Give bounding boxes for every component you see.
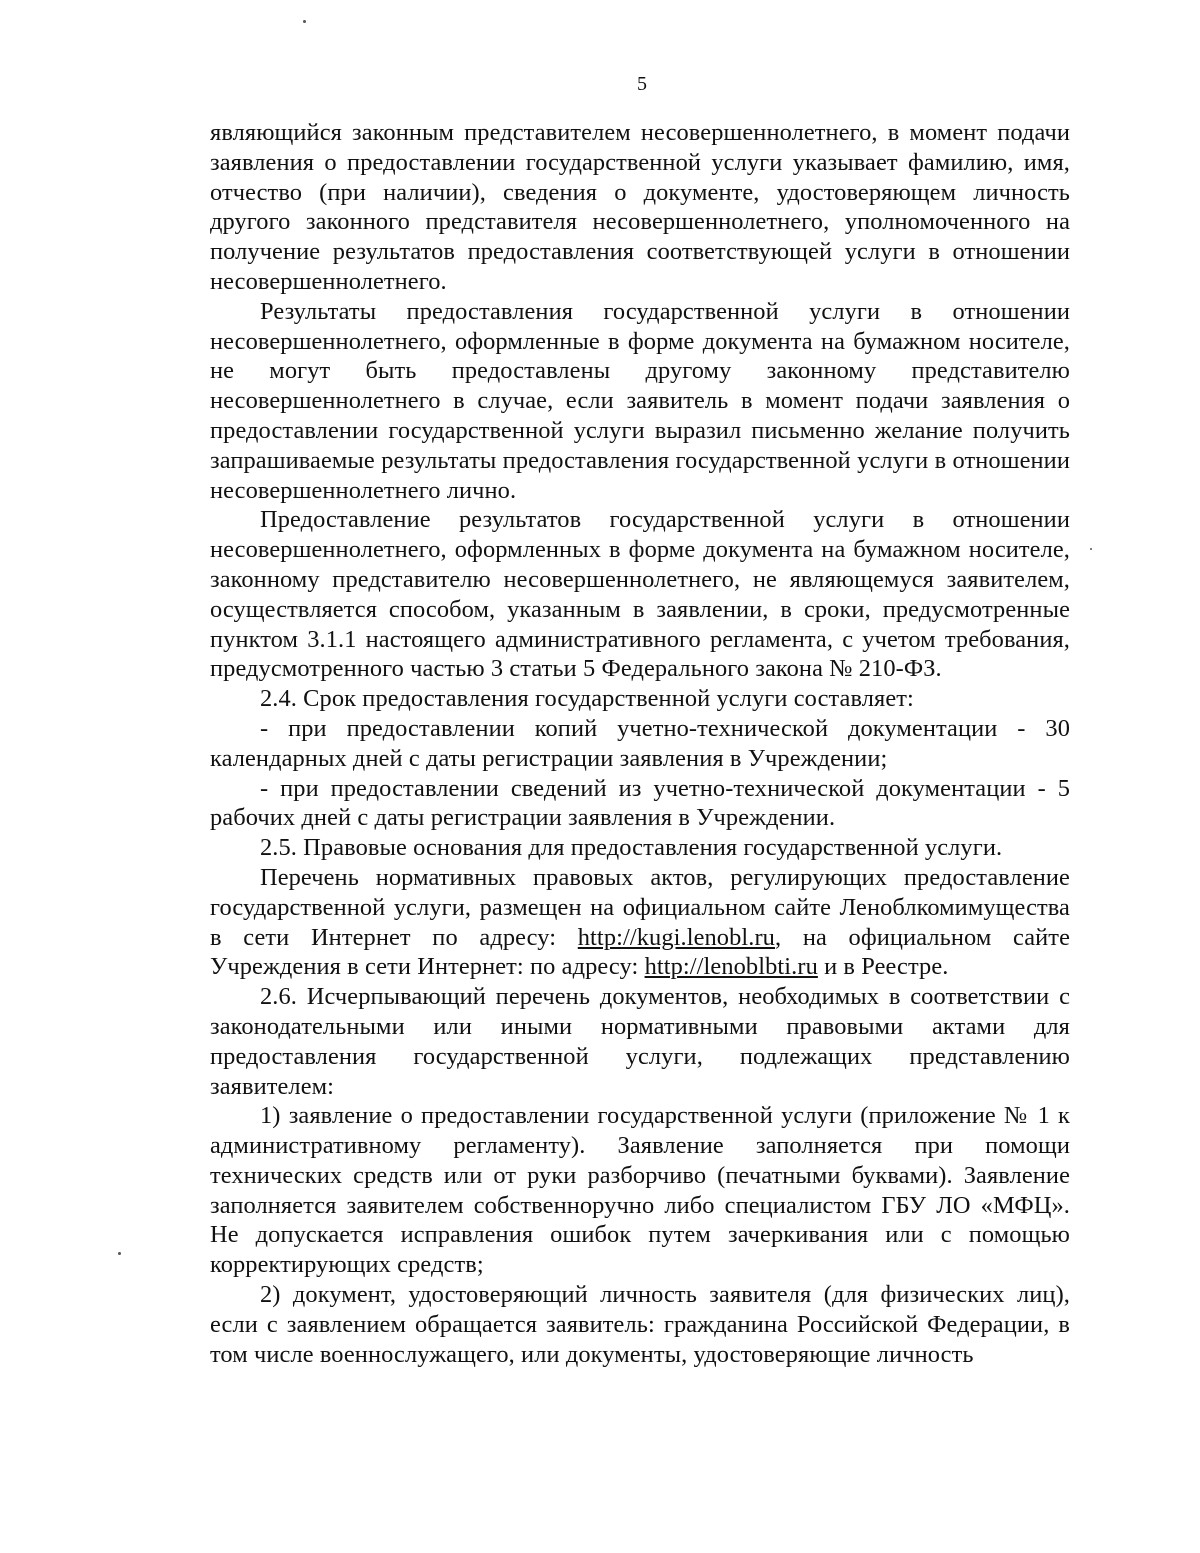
legal-acts-text-2: , на официальном сайте Учреждения в сети Интернет: по адресу:: [210, 923, 1070, 981]
lenoblbti-link[interactable]: http://lenoblbti.ru: [644, 953, 818, 981]
legal-acts-text-1: Перечень нормативных правовых актов, регулирующих предоставление государственной услуги, размещен на официальном сайте Леноблкомимущества в сети Интернет по адресу:: [210, 863, 1070, 951]
page-number: 5: [637, 73, 647, 95]
scan-speck: [303, 20, 306, 23]
paragraph-results-restriction: Результаты предоставления государственной услуги в отношении несовершеннолетнего, оформленные в форме документа на бумажном носителе, не могут быть предоставлены другому законному представителю несовершеннолетнего в случае, если заявитель в момент подачи заявления о предоставлении государственной услуги выразил письменно желание получить запрашиваемые результаты предоставления государственной услуги в отношении несовершеннолетнего лично.: [210, 297, 1070, 504]
paragraph-representative-info: являющийся законным представителем несовершеннолетнего, в момент подачи заявления о предоставлении государственной услуги указывает фамилию, имя, отчество (при наличии), сведения о документе, удостоверяющем личность другого законного представителя несовершеннолетнего, уполномоченного на получение результатов предоставления соответствующей услуги в отношении несовершеннолетнего.: [210, 119, 1070, 295]
paragraph-item-1: 1) заявление о предоставлении государственной услуги (приложение № 1 к административному регламенту). Заявление заполняется при помощи технических средств или от руки разборчиво (печатными буквами). Заявление заполняется заявителем собственноручно либо специалистом ГБУ ЛО «МФЦ». Не допускается исправления ошибок путем зачеркивания или с помощью корректирующих средств;: [210, 1102, 1070, 1279]
paragraph-section-2-4: 2.4. Срок предоставления государственной услуги составляет:: [260, 685, 914, 713]
legal-acts-text-3: и в Реестре.: [817, 953, 949, 981]
paragraph-legal-acts: [210, 863, 1070, 982]
kugi-link[interactable]: http://kugi.lenobl.ru: [577, 923, 775, 951]
paragraph-section-2-5: 2.5. Правовые основания для предоставления государственной услуги.: [260, 834, 1003, 862]
paragraph-copies-term: - при предоставлении копий учетно-технической документации - 30 календарных дней с даты регистрации заявления в Учреждении;: [210, 714, 1070, 772]
paragraph-results-delivery: Предоставление результатов государственной услуги в отношении несовершеннолетнего, оформленных в форме документа на бумажном носителе, законному представителю несовершеннолетнего, не являющемуся заявителем, осуществляется способом, указанным в заявлении, в сроки, предусмотренные пунктом 3.1.1 настоящего административного регламента, с учетом требования, предусмотренного частью 3 статьи 5 Федерального закона № 210-ФЗ.: [210, 506, 1070, 683]
scan-speck: [118, 1252, 121, 1255]
paragraph-item-2: 2) документ, удостоверяющий личность заявителя (для физических лиц), если с заявлением обращается заявитель: гражданина Российской Федерации, в том числе военнослужащего, или документы, удостоверяющие личность: [210, 1281, 1070, 1368]
scan-speck: [1090, 548, 1092, 550]
paragraph-info-term: - при предоставлении сведений из учетно-технической документации - 5 рабочих дней с даты регистрации заявления в Учреждении.: [210, 774, 1070, 832]
paragraph-section-2-6: 2.6. Исчерпывающий перечень документов, необходимых в соответствии с законодательными или иными нормативными правовыми актами для предоставления государственной услуги, подлежащих представлению заявителем:: [210, 983, 1070, 1100]
document-body: [210, 118, 1070, 1369]
